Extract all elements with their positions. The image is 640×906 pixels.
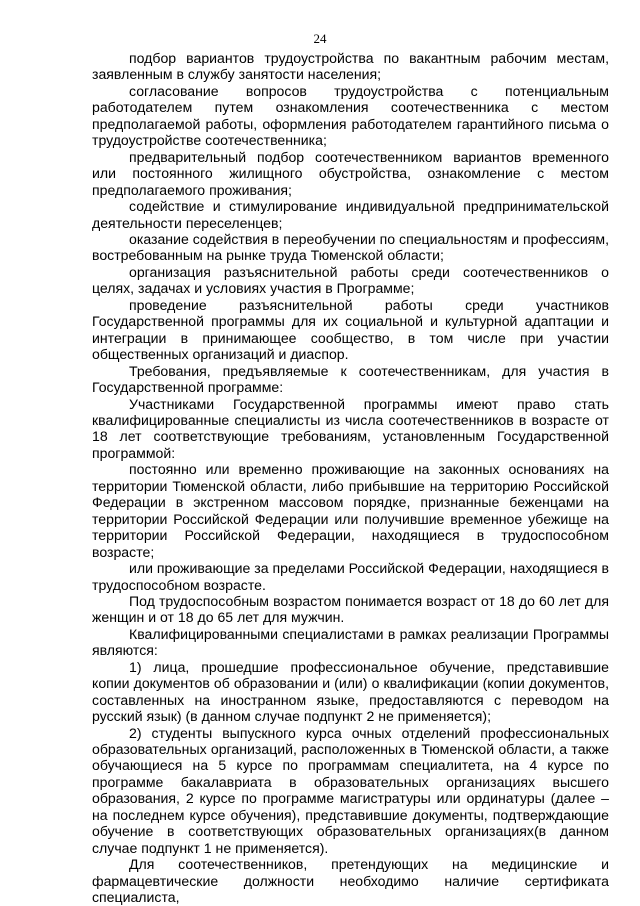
paragraph: проведение разъяснительной работы среди участников Государственной программы для их социальной и культурной адаптации и интеграции в принимающее сообщество, в том числе при участии общественных организаций и диаспор.: [92, 296, 609, 363]
paragraph: 2) студенты выпускного курса очных отделений профессиональных образовательных организаций, расположенных в Тюменской области, а также обучающиеся на 5 курсе по программам специалитета, на 4 курсе по программе бакалавриата в образовательных организациях высшего образования, 2 курсе по программе магистратуры или ординатуры (далее – на последнем курсе обучения), представившие документы, подтверждающие обучение в соответствующих образовательных организациях(в данном случае подпункт 1 не применяется).: [92, 724, 609, 856]
paragraph: 1) лица, прошедшие профессиональное обучение, представившие копии документов об образовании и (или) о квалификации (копии документов, составленных на иностранном языке, предоставляются с переводом на русский язык) (в данном случае подпункт 2 не применяется);: [92, 658, 609, 725]
paragraph: организация разъяснительной работы среди соотечественников о целях, задачах и условиях участия в Программе;: [92, 263, 609, 297]
paragraph: Квалифицированными специалистами в рамках реализации Программы являются:: [92, 625, 609, 659]
page-number: 24: [313, 31, 327, 46]
paragraph: содействие и стимулирование индивидуальной предпринимательской деятельности переселенцев;: [92, 198, 609, 231]
paragraph: постоянно или временно проживающие на законных основаниях на территории Тюменской области, либо прибывшие на территорию Российской Федерации в экстренном массовом порядке, признанные беженцами на территории Российской Федерации или получившие временное убежище на территории Российской Федерации, находящиеся в трудоспособном возрасте;: [92, 461, 609, 560]
paragraph: Участниками Государственной программы имеют право стать квалифицированные специалисты из числа соотечественников в возрасте от 18 лет соответствующие требованиям, установленным Государственной программой:: [92, 395, 609, 461]
paragraph: Под трудоспособным возрастом понимается возраст от 18 до 60 лет для женщин и от 18 до 65 лет для мужчин.: [92, 592, 609, 626]
paragraph: Для соотечественников, претендующих на медицинские и фармацевтические должности необходимо наличие сертификата специалиста,: [92, 856, 609, 906]
paragraph: оказание содействия в переобучении по специальностям и профессиям, востребованным на рынке труда Тюменской области;: [92, 230, 609, 264]
document-body: [92, 50, 609, 906]
paragraph: согласование вопросов трудоустройства с потенциальным работодателем путем ознакомления соотечественника с местом предполагаемой работы, оформления работодателем гарантийного письма о трудоустройстве соотечественника;: [92, 82, 609, 149]
paragraph: предварительный подбор соотечественником вариантов временного или постоянного жилищного обустройства, ознакомление с местом предполагаемого проживания;: [92, 148, 609, 198]
paragraph: подбор вариантов трудоустройства по вакантным рабочим местам, заявленным в службу занятости населения;: [92, 50, 609, 83]
paragraph: Требования, предъявляемые к соотечественникам, для участия в Государственной программе:: [92, 362, 609, 396]
paragraph: или проживающие за пределами Российской Федерации, находящиеся в трудоспособном возрасте.: [92, 560, 610, 593]
